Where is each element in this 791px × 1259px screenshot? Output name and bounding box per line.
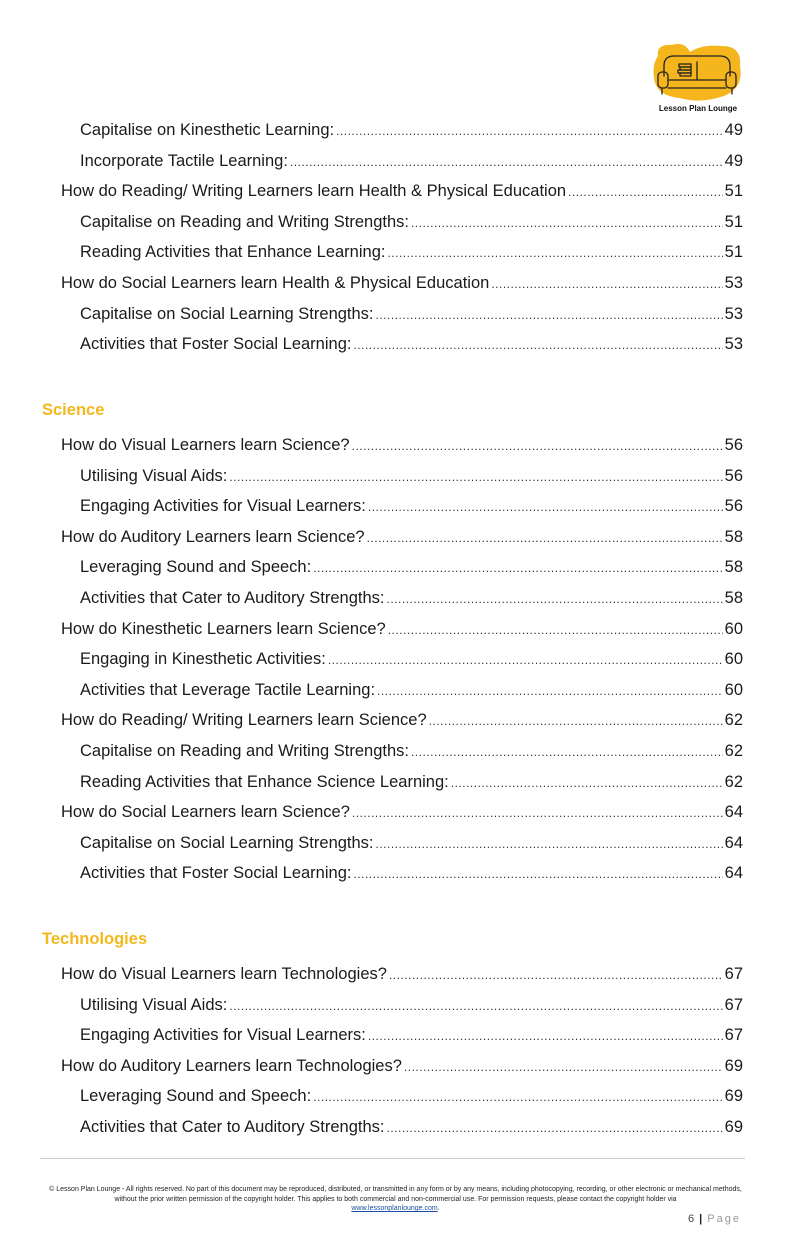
toc-entry-page: 60: [724, 619, 743, 638]
toc-leader-dots: [451, 773, 723, 793]
toc-entry-page: 69: [724, 1118, 743, 1136]
toc-entry[interactable]: [80, 863, 743, 883]
toc-leader-dots: [491, 274, 722, 294]
footer-divider: [40, 1158, 745, 1159]
toc-entry-page: 58: [724, 589, 743, 607]
toc-entry-title: Capitalise on Kinesthetic Learning:: [80, 121, 335, 139]
toc-entry-page: 53: [724, 335, 743, 354]
toc-entry[interactable]: [61, 964, 743, 984]
toc-entry[interactable]: [80, 680, 743, 700]
toc-entry[interactable]: [80, 151, 743, 171]
toc-entry-page: 62: [724, 742, 743, 760]
toc-leader-dots: [387, 243, 722, 263]
toc-leader-dots: [336, 121, 723, 141]
toc-entry-title: How do Visual Learners learn Technologies?: [61, 965, 387, 983]
copyright-text: © Lesson Plan Lounge - All rights reserved. No part of this document may be reproduced, distributed, or transmitted in any form or by any means, including photocopying, recording, or other electronic or mechanical methods, without the prior written permission of the copyright holder. This applies to both commercial and non-commercial use. For permission requests, please contact the copyright holder via: [49, 1186, 742, 1203]
toc-entry[interactable]: [80, 995, 743, 1015]
toc-entry-page: 60: [724, 680, 743, 699]
toc-entry-page: 51: [724, 182, 743, 201]
toc-entry-title: Activities that Leverage Tactile Learning:: [80, 680, 376, 699]
toc-entry-page: 51: [724, 212, 743, 231]
toc-entry[interactable]: [80, 557, 743, 577]
toc-leader-dots: [328, 650, 723, 670]
toc-entry-title: Reading Activities that Enhance Learning:: [80, 243, 386, 262]
toc-leader-dots: [353, 335, 722, 355]
lesson-plan-lounge-logo: [650, 42, 746, 116]
section-heading-technologies: Technologies: [42, 930, 148, 948]
toc-entry-page: 62: [724, 711, 743, 730]
toc-leader-dots: [229, 996, 722, 1016]
toc-leader-dots: [411, 742, 723, 762]
toc-entry-title: Leveraging Sound and Speech:: [80, 1087, 312, 1106]
toc-entry-page: 56: [724, 497, 743, 516]
toc-entry[interactable]: [80, 466, 743, 486]
toc-entry-title: Leveraging Sound and Speech:: [80, 558, 312, 577]
toc-entry[interactable]: [80, 212, 743, 232]
toc-entry[interactable]: [80, 304, 743, 324]
toc-entry-title: Capitalise on Reading and Writing Strengths:: [80, 742, 409, 760]
toc-entry-page: 64: [724, 803, 743, 822]
toc-entry-page: 60: [724, 650, 743, 669]
toc-entry[interactable]: [80, 741, 743, 761]
sofa-icon: [650, 42, 746, 104]
toc-entry-page: 67: [724, 965, 743, 983]
toc-entry-title: How do Reading/ Writing Learners learn Health & Physical Education: [61, 182, 567, 201]
toc-leader-dots: [389, 965, 723, 985]
toc-entry-page: 58: [724, 527, 743, 546]
toc-entry-title: How do Kinesthetic Learners learn Science?: [61, 619, 386, 638]
toc-entry-page: 49: [724, 121, 743, 139]
toc-entry[interactable]: [80, 496, 743, 516]
toc-leader-dots: [229, 467, 722, 487]
toc-entry-title: Engaging in Kinesthetic Activities:: [80, 650, 326, 669]
toc-entry-title: Utilising Visual Aids:: [80, 995, 228, 1014]
toc-leader-dots: [352, 436, 723, 456]
toc-entry-page: 58: [724, 558, 743, 577]
toc-entry[interactable]: [80, 120, 743, 140]
toc-entry-page: 56: [724, 466, 743, 485]
toc-leader-dots: [376, 305, 723, 325]
toc-entry-page: 53: [724, 304, 743, 323]
toc-leader-dots: [313, 1087, 722, 1107]
toc-entry-title: How do Social Learners learn Science?: [61, 803, 350, 822]
toc-entry[interactable]: [80, 1117, 743, 1137]
page-label: Page: [707, 1213, 741, 1225]
toc-leader-dots: [568, 182, 723, 202]
toc-entry-title: How do Visual Learners learn Science?: [61, 436, 350, 454]
toc-entry-title: How do Reading/ Writing Learners learn Science?: [61, 711, 427, 730]
toc-leader-dots: [352, 803, 723, 823]
toc-entry-title: Activities that Cater to Auditory Strengths:: [80, 589, 385, 607]
toc-leader-dots: [377, 681, 723, 701]
toc-leader-dots: [367, 528, 723, 548]
toc-entry-page: 67: [724, 1026, 743, 1045]
toc-leader-dots: [386, 1118, 722, 1138]
toc-leader-dots: [290, 152, 723, 172]
toc-entry-title: Capitalise on Social Learning Strengths:: [80, 304, 374, 323]
toc-entry[interactable]: [61, 619, 743, 639]
toc-entry-page: 56: [724, 436, 743, 454]
toc-entry-title: Reading Activities that Enhance Science Learning:: [80, 772, 449, 791]
toc-entry-title: How do Auditory Learners learn Science?: [61, 527, 365, 546]
toc-entry[interactable]: [80, 334, 743, 354]
toc-entry-page: 51: [724, 243, 743, 262]
toc-entry-page: 62: [724, 772, 743, 791]
toc-entry[interactable]: [61, 273, 743, 293]
toc-entry-page: 64: [724, 833, 743, 852]
toc-leader-dots: [353, 864, 722, 884]
toc-entry-page: 64: [724, 864, 743, 883]
toc-entry-title: How do Auditory Learners learn Technologies?: [61, 1056, 402, 1075]
toc-leader-dots: [404, 1057, 723, 1077]
logo-text: Lesson Plan Lounge: [658, 104, 738, 113]
toc-entry-title: How do Social Learners learn Health & Physical Education: [61, 274, 490, 292]
toc-entry[interactable]: [61, 1056, 743, 1076]
toc-leader-dots: [313, 558, 722, 578]
page-separator: |: [699, 1213, 704, 1225]
toc-entry[interactable]: [80, 1025, 743, 1045]
toc-entry[interactable]: [80, 242, 743, 262]
toc-entry[interactable]: [61, 181, 743, 201]
toc-entry[interactable]: [61, 802, 743, 822]
toc-entry-title: Engaging Activities for Visual Learners:: [80, 497, 366, 516]
toc-entry[interactable]: [80, 833, 743, 853]
toc-entry[interactable]: [80, 649, 743, 669]
toc-leader-dots: [376, 834, 723, 854]
toc-entry-page: 49: [724, 151, 743, 170]
toc-leader-dots: [388, 620, 723, 640]
toc-entry-title: Capitalise on Social Learning Strengths:: [80, 833, 374, 852]
toc-entry-page: 69: [724, 1087, 743, 1106]
toc-entry-title: Engaging Activities for Visual Learners:: [80, 1026, 366, 1045]
toc-entry[interactable]: [61, 435, 743, 455]
toc-leader-dots: [368, 497, 723, 517]
toc-leader-dots: [386, 589, 722, 609]
toc-entry[interactable]: [80, 588, 743, 608]
website-link[interactable]: www.lessonplanlounge.com: [351, 1205, 438, 1212]
toc-entry-title: Activities that Cater to Auditory Strengths:: [80, 1118, 385, 1136]
toc-entry-page: 67: [724, 995, 743, 1014]
toc-entry-page: 53: [724, 274, 743, 292]
toc-entry[interactable]: [80, 772, 743, 792]
toc-leader-dots: [368, 1026, 723, 1046]
toc-entry-title: Capitalise on Reading and Writing Strengths:: [80, 212, 409, 231]
toc-leader-dots: [429, 711, 723, 731]
footer-copyright: © Lesson Plan Lounge - All rights reserved. No part of this document may be reproduced, distributed, or transmitted in any form or by any means, including photocopying, recording, or other electronic or mechanical methods, without the prior written permission of the copyright holder. This applies to both commercial and non-commercial use. For permission requests, please contact the copyright holder via www.lessonplanlounge.com.: [49, 1186, 742, 1212]
toc-entry-title: Activities that Foster Social Learning:: [80, 864, 352, 883]
toc-entry[interactable]: [61, 527, 743, 547]
section-heading-science: Science: [42, 401, 105, 419]
toc-entry-title: Incorporate Tactile Learning:: [80, 151, 288, 170]
toc-leader-dots: [411, 213, 723, 233]
page-number: [688, 1213, 741, 1225]
toc-entry-title: Activities that Foster Social Learning:: [80, 335, 352, 354]
toc-entry[interactable]: [61, 710, 743, 730]
toc-entry-page: 69: [724, 1056, 743, 1075]
page-number-value: 6: [687, 1213, 696, 1225]
toc-entry-title: Utilising Visual Aids:: [80, 466, 228, 485]
toc-entry[interactable]: [80, 1086, 743, 1106]
